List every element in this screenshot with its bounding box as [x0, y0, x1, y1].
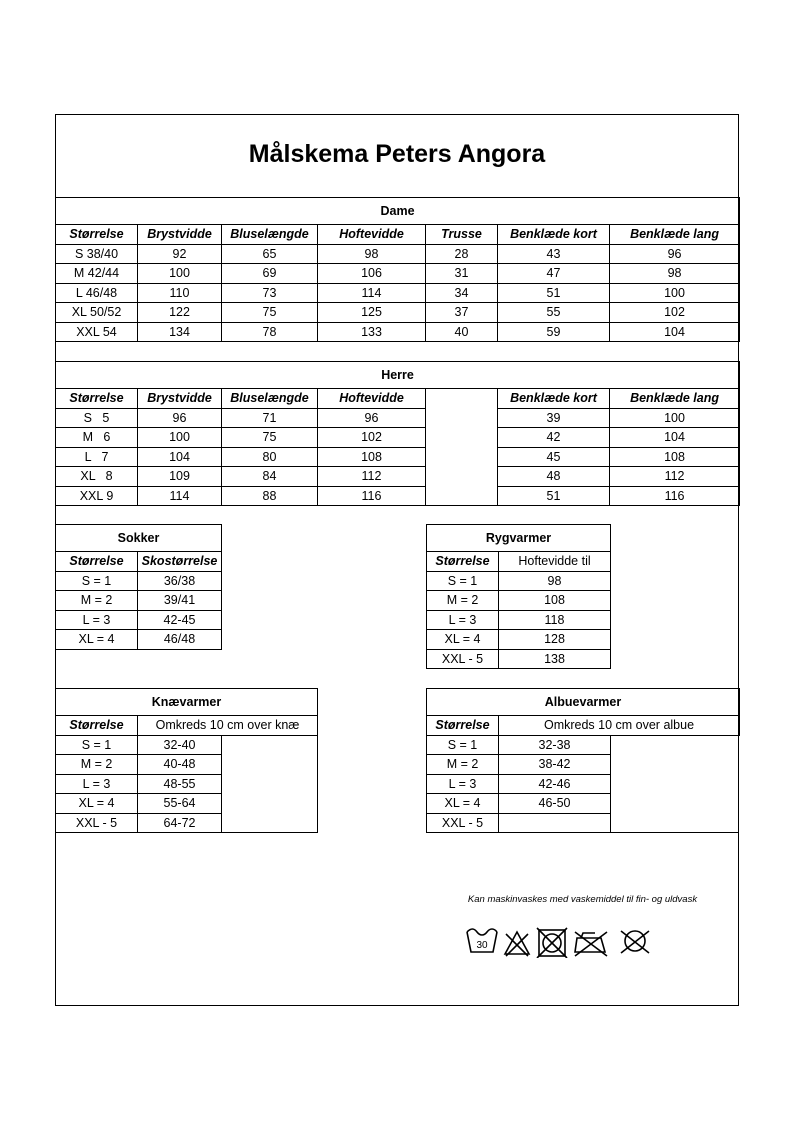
- table-cell: 108: [499, 591, 611, 611]
- table-cell: L 46/48: [56, 283, 138, 303]
- table-cell: [499, 813, 611, 833]
- herre-header-size: Størrelse: [56, 389, 138, 409]
- herre-empty-column: [426, 389, 498, 506]
- table-cell: 48-55: [138, 774, 222, 794]
- sokker-header-size: Størrelse: [56, 552, 138, 572]
- table-cell: 102: [610, 303, 740, 323]
- table-cell: 40: [426, 322, 498, 342]
- table-cell: L = 3: [56, 610, 138, 630]
- table-cell: L = 3: [427, 774, 499, 794]
- table-row: [56, 591, 222, 611]
- table-row: [56, 303, 740, 323]
- dame-header-bust: Brystvidde: [138, 225, 222, 245]
- rygvarmer-header-size: Størrelse: [427, 552, 499, 572]
- table-cell: 37: [426, 303, 498, 323]
- table-cell: XXL - 5: [427, 649, 499, 669]
- table-cell: XL 8: [56, 467, 138, 487]
- table-cell: 112: [610, 467, 740, 487]
- table-cell: 106: [318, 264, 426, 284]
- knaevarmer-section-title: Knævarmer: [56, 689, 318, 716]
- rygvarmer-header-hip: Hoftevidde til: [499, 552, 611, 572]
- herre-header-pants-long: Benklæde lang: [610, 389, 740, 409]
- table-cell: 42-45: [138, 610, 222, 630]
- table-cell: L 7: [56, 447, 138, 467]
- table-cell: 133: [318, 322, 426, 342]
- table-cell: 51: [498, 486, 610, 506]
- table-cell: S = 1: [427, 735, 499, 755]
- table-cell: 118: [499, 610, 611, 630]
- table-row: [427, 630, 611, 650]
- table-row: [56, 428, 740, 448]
- knaevarmer-table: [55, 688, 318, 833]
- care-symbols: [465, 924, 665, 958]
- table-cell: 69: [222, 264, 318, 284]
- table-cell: 71: [222, 408, 318, 428]
- table-cell: M = 2: [56, 591, 138, 611]
- table-cell: 116: [610, 486, 740, 506]
- table-cell: L = 3: [427, 610, 499, 630]
- table-cell: 36/38: [138, 571, 222, 591]
- table-cell: 100: [610, 283, 740, 303]
- table-cell: S 38/40: [56, 244, 138, 264]
- dame-header-blouse-length: Bluselængde: [222, 225, 318, 245]
- table-cell: 108: [318, 447, 426, 467]
- table-cell: 100: [610, 408, 740, 428]
- dame-section-title: Dame: [56, 198, 740, 225]
- table-cell: 108: [610, 447, 740, 467]
- table-cell: 98: [499, 571, 611, 591]
- table-cell: 46-50: [499, 794, 611, 814]
- table-cell: M = 2: [427, 591, 499, 611]
- sokker-header-shoe-size: Skostørrelse: [138, 552, 222, 572]
- herre-header-blouse-length: Bluselængde: [222, 389, 318, 409]
- table-cell: XL 50/52: [56, 303, 138, 323]
- table-row: [56, 486, 740, 506]
- no-dry-clean-icon: [621, 931, 649, 953]
- table-cell: 125: [318, 303, 426, 323]
- table-cell: 104: [610, 428, 740, 448]
- table-cell: 42: [498, 428, 610, 448]
- table-cell: 46/48: [138, 630, 222, 650]
- table-row: [427, 610, 611, 630]
- table-cell: 32-40: [138, 735, 222, 755]
- table-cell: 110: [138, 283, 222, 303]
- albuevarmer-section-title: Albuevarmer: [427, 689, 740, 716]
- knaevarmer-header-size: Størrelse: [56, 716, 138, 736]
- albuevarmer-table: [426, 688, 740, 833]
- table-cell: XXL - 5: [56, 813, 138, 833]
- table-row: [427, 591, 611, 611]
- table-cell: 47: [498, 264, 610, 284]
- table-row: [56, 283, 740, 303]
- knaevarmer-empty-column: [222, 735, 318, 833]
- table-cell: 55: [498, 303, 610, 323]
- table-cell: 78: [222, 322, 318, 342]
- table-cell: XL = 4: [56, 794, 138, 814]
- table-cell: 114: [138, 486, 222, 506]
- herre-section-title: Herre: [56, 362, 740, 389]
- table-cell: 96: [318, 408, 426, 428]
- table-cell: S = 1: [427, 571, 499, 591]
- table-cell: XXL 9: [56, 486, 138, 506]
- table-row: [56, 408, 740, 428]
- table-cell: 104: [610, 322, 740, 342]
- page-title: Målskema Peters Angora: [248, 140, 546, 168]
- table-cell: 84: [222, 467, 318, 487]
- table-cell: 102: [318, 428, 426, 448]
- table-cell: XL = 4: [427, 630, 499, 650]
- table-cell: XXL - 5: [427, 813, 499, 833]
- table-cell: 64-72: [138, 813, 222, 833]
- dame-header-pants-short: Benklæde kort: [498, 225, 610, 245]
- table-cell: 134: [138, 322, 222, 342]
- table-row: [56, 322, 740, 342]
- sokker-section-title: Sokker: [56, 525, 222, 552]
- table-row: [56, 610, 222, 630]
- table-cell: 40-48: [138, 755, 222, 775]
- table-cell: 100: [138, 264, 222, 284]
- table-cell: 38-42: [499, 755, 611, 775]
- care-instructions: Kan maskinvaskes med vaskemiddel til fin- og uldvask: [467, 894, 698, 905]
- table-cell: 45: [498, 447, 610, 467]
- table-cell: 116: [318, 486, 426, 506]
- table-cell: S = 1: [56, 735, 138, 755]
- dame-table: [55, 197, 740, 342]
- no-iron-icon: [575, 932, 607, 956]
- table-row: [56, 244, 740, 264]
- table-cell: 100: [138, 428, 222, 448]
- table-cell: 75: [222, 428, 318, 448]
- albuevarmer-header-circumference: Omkreds 10 cm over albue: [499, 716, 740, 736]
- table-cell: 55-64: [138, 794, 222, 814]
- table-cell: XXL 54: [56, 322, 138, 342]
- table-cell: M 6: [56, 428, 138, 448]
- dame-header-pants-long: Benklæde lang: [610, 225, 740, 245]
- table-cell: 59: [498, 322, 610, 342]
- herre-header-pants-short: Benklæde kort: [498, 389, 610, 409]
- albuevarmer-empty-column: [611, 735, 740, 833]
- table-cell: M = 2: [56, 755, 138, 775]
- table-row: [56, 571, 222, 591]
- table-cell: 96: [138, 408, 222, 428]
- table-cell: S 5: [56, 408, 138, 428]
- table-cell: 112: [318, 467, 426, 487]
- table-cell: 109: [138, 467, 222, 487]
- table-cell: 88: [222, 486, 318, 506]
- table-cell: M = 2: [427, 755, 499, 775]
- table-row: [56, 264, 740, 284]
- table-row: [56, 467, 740, 487]
- herre-table: [55, 361, 740, 506]
- table-row: [427, 735, 740, 755]
- herre-header-bust: Brystvidde: [138, 389, 222, 409]
- table-cell: L = 3: [56, 774, 138, 794]
- table-row: [56, 735, 318, 755]
- table-cell: 138: [499, 649, 611, 669]
- table-cell: 32-38: [499, 735, 611, 755]
- table-cell: 96: [610, 244, 740, 264]
- table-row: [56, 447, 740, 467]
- table-cell: 34: [426, 283, 498, 303]
- rygvarmer-section-title: Rygvarmer: [427, 525, 611, 552]
- table-cell: 39/41: [138, 591, 222, 611]
- table-cell: 122: [138, 303, 222, 323]
- table-cell: 75: [222, 303, 318, 323]
- table-cell: 42-46: [499, 774, 611, 794]
- herre-header-hip: Hoftevidde: [318, 389, 426, 409]
- no-tumble-dry-icon: [537, 928, 567, 958]
- dame-header-brief: Trusse: [426, 225, 498, 245]
- table-cell: 114: [318, 283, 426, 303]
- albuevarmer-header-size: Størrelse: [427, 716, 499, 736]
- table-row: [427, 571, 611, 591]
- care-icons: [465, 924, 665, 958]
- table-cell: S = 1: [56, 571, 138, 591]
- table-cell: 43: [498, 244, 610, 264]
- table-row: [427, 649, 611, 669]
- table-cell: 98: [610, 264, 740, 284]
- table-cell: 73: [222, 283, 318, 303]
- table-cell: 31: [426, 264, 498, 284]
- table-row: [56, 630, 222, 650]
- table-cell: 104: [138, 447, 222, 467]
- table-cell: 80: [222, 447, 318, 467]
- dame-header-hip: Hoftevidde: [318, 225, 426, 245]
- rygvarmer-table: [426, 524, 611, 669]
- table-cell: 48: [498, 467, 610, 487]
- table-cell: XL = 4: [56, 630, 138, 650]
- table-cell: M 42/44: [56, 264, 138, 284]
- table-cell: 98: [318, 244, 426, 264]
- table-cell: 51: [498, 283, 610, 303]
- albuevarmer-bottom-line: [610, 832, 739, 833]
- wash-temp-label: 30: [476, 940, 488, 951]
- table-cell: 65: [222, 244, 318, 264]
- table-cell: 128: [499, 630, 611, 650]
- dame-header-size: Størrelse: [56, 225, 138, 245]
- table-cell: 28: [426, 244, 498, 264]
- table-cell: 92: [138, 244, 222, 264]
- sokker-table: [55, 524, 222, 650]
- wash-30-icon: [467, 929, 497, 952]
- knaevarmer-header-circumference: Omkreds 10 cm over knæ: [138, 716, 318, 736]
- no-bleach-icon: [505, 932, 529, 956]
- table-cell: XL = 4: [427, 794, 499, 814]
- table-cell: 39: [498, 408, 610, 428]
